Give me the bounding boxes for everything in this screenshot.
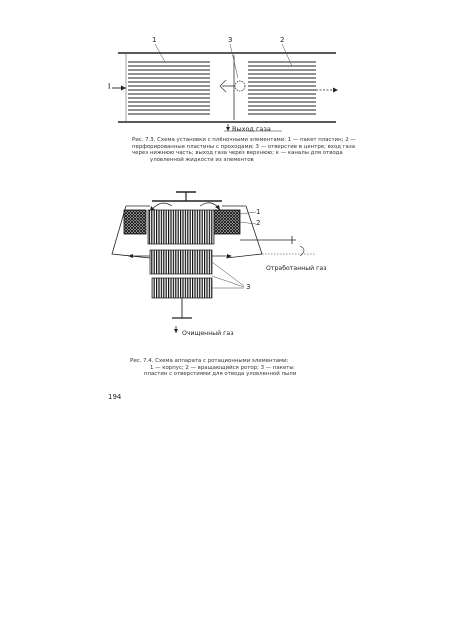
fig1-label-2: 2	[280, 36, 285, 44]
fig1-label-3: 3	[228, 36, 233, 44]
fig1-caption-line: Рис. 7.3. Схема установки с плёночными элементами: 1 — пакет пластин; 2 —	[132, 137, 356, 143]
fig2-label-2: 2	[256, 219, 261, 227]
fig2-caption-line: 1 — корпус; 2 — вращающийся ротор; 3 — пакеты	[150, 364, 294, 371]
fig1-caption-line: перфорированные пластины с проходами; 3 — отверстие в центре; вход газа	[132, 143, 356, 150]
fig2-caption	[130, 358, 296, 378]
fig2-caption-line: Рис. 7.4. Схема аппарата с ротационными элементами:	[130, 358, 289, 364]
fig2-right-label: Отработанный газ	[266, 265, 327, 272]
fig1-caption-line: уловленной жидкости из элементов	[150, 156, 254, 163]
fig1-bottom-label: Выход газа	[232, 125, 271, 133]
page-number: 194	[108, 393, 122, 401]
fig2-caption-line: пластин с отверстиями для отвода уловленной пыли	[144, 371, 297, 378]
fig2-label-3: 3	[246, 283, 251, 291]
fig2-label-1: 1	[256, 208, 261, 216]
fig1-label-1: 1	[152, 36, 157, 44]
fig1-arrow-label: I	[108, 82, 111, 91]
fig2-bottom-label: Очищенный газ	[182, 330, 234, 337]
fig1-caption-line: через нижнюю часть; выход газа через верхнюю; к — каналы для отвода	[132, 150, 343, 157]
